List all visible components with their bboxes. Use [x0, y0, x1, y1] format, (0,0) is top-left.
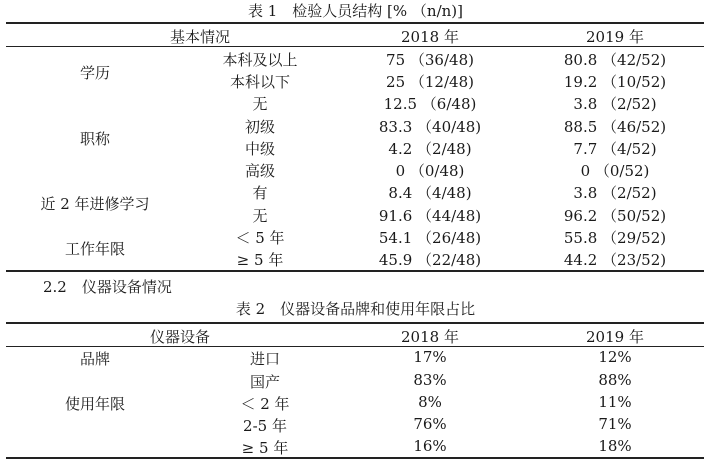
table2-row-sub: 国产: [249, 373, 280, 391]
table2-cell-2019: 11%: [598, 393, 632, 411]
table1-header-rule: [6, 46, 704, 47]
table1-header-basic: 基本情况: [169, 28, 230, 46]
table1-row-sub: ≥ 5 年: [236, 251, 284, 269]
table1-cell-2019: 55.8 （29/52): [563, 229, 667, 247]
table1-header-2019: 2019 年: [586, 28, 644, 46]
table2-header-2018: 2018 年: [401, 328, 459, 346]
table1-cell-2019: 19.2 （10/52): [563, 73, 667, 91]
table1-cell-2019: 0 （0/52): [580, 162, 650, 180]
table1-cell-2019: 96.2 （50/52): [563, 207, 667, 225]
table2-cell-2019: 12%: [598, 348, 632, 366]
table1-cell-2018: 4.2 （2/48): [388, 140, 472, 158]
table2-cell-2018: 17%: [413, 348, 447, 366]
table1-cell-2018: 0 （0/48): [395, 162, 465, 180]
table2-row-sub: 进口: [249, 350, 280, 368]
table1-cell-2019: 80.8 （42/52): [563, 51, 667, 69]
table1-row-sub: 初级: [244, 118, 275, 136]
table1-cell-2018: 45.9 （22/48): [378, 251, 482, 269]
table2-bottom-rule: [6, 457, 704, 459]
table1-cell-2019: 7.7 （4/52): [573, 140, 657, 158]
table1-cell-2018: 75 （36/48): [386, 51, 474, 69]
table2-cell-2019: 88%: [598, 371, 632, 389]
table2-cell-2018: 16%: [413, 437, 447, 455]
table2-cell-2019: 18%: [598, 437, 632, 455]
table1-top-rule: [6, 22, 704, 24]
table2-row-sub: 2-5 年: [243, 417, 287, 435]
table1-row-sub: ＜ 5 年: [235, 229, 285, 247]
table2-header-rule: [6, 346, 704, 347]
table1-cell-2018: 25 （12/48): [386, 73, 474, 91]
table1-group-years: 工作年限: [64, 240, 125, 258]
table2-cell-2018: 76%: [413, 415, 447, 433]
table1-caption: 表 1 检验人员结构 [% （n/n)]: [247, 2, 464, 20]
table1-cell-2019: 88.5 （46/52): [563, 118, 667, 136]
table1-header-2018: 2018 年: [401, 28, 459, 46]
table1-cell-2018: 83.3 （40/48): [378, 118, 482, 136]
table2-caption: 表 2 仪器设备品牌和使用年限占比: [235, 300, 476, 318]
table1-cell-2018: 12.5 （6/48): [383, 95, 477, 113]
table2-group-years: 使用年限: [64, 395, 125, 413]
table1-row-sub: 无: [252, 207, 268, 225]
table1-row-sub: 本科及以上: [222, 51, 298, 69]
table1-cell-2019: 3.8 （2/52): [573, 184, 657, 202]
table1-row-sub: 无: [252, 95, 268, 113]
table2-cell-2019: 71%: [598, 415, 632, 433]
table1-group-education: 学历: [79, 64, 110, 82]
table2-cell-2018: 83%: [413, 371, 447, 389]
table1-row-sub: 中级: [244, 140, 275, 158]
table1-bottom-rule: [6, 270, 704, 272]
table1-cell-2018: 91.6 （44/48): [378, 207, 482, 225]
table1-row-sub: 有: [252, 184, 268, 202]
table2-cell-2018: 8%: [418, 393, 442, 411]
table1-row-sub: 高级: [244, 162, 275, 180]
table1-group-training: 近 2 年进修学习: [40, 195, 150, 213]
table2-row-sub: ≥ 5 年: [241, 439, 289, 457]
table2-top-rule: [6, 322, 704, 324]
table1-row-sub: 本科以下: [229, 73, 290, 91]
table1-cell-2018: 8.4 （4/48): [388, 184, 472, 202]
table1-cell-2019: 3.8 （2/52): [573, 95, 657, 113]
table2-header-equipment: 仪器设备: [149, 328, 210, 346]
table1-cell-2019: 44.2 （23/52): [563, 251, 667, 269]
table2-group-brand: 品牌: [79, 350, 110, 368]
table2-row-sub: ＜ 2 年: [240, 395, 290, 413]
table1-group-title: 职称: [79, 130, 110, 148]
table1-cell-2018: 54.1 （26/48): [378, 229, 482, 247]
section-heading: 2.2 仪器设备情况: [43, 278, 172, 296]
table2-header-2019: 2019 年: [586, 328, 644, 346]
